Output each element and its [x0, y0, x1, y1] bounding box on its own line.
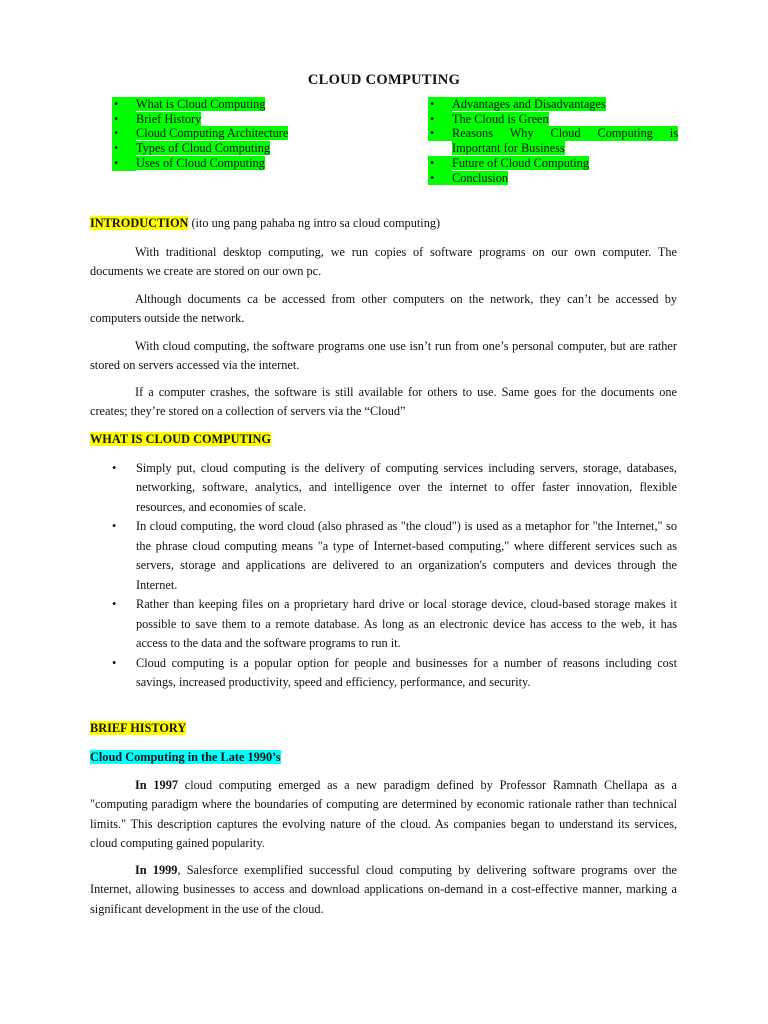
list-item: • Simply put, cloud computing is the delivery of computing services including servers, storage, databases, networking, software, analytics, and intelligence over the internet to offer faster innovation, flexible resources, and economies of scale. [90, 459, 677, 517]
what-is-bullet-list [90, 459, 677, 692]
list-item: • Rather than keeping files on a proprietary hard drive or local storage device, cloud-based storage makes it possible to save them to a remote database. As long as an electronic device has access to the web, it has access to the data and the software programs to run it. [90, 595, 677, 653]
toc-item: • The Cloud is Green [430, 111, 549, 126]
intro-paragraph: With cloud computing, the software programs one use isn’t run from one’s personal computer, but are rather stored on servers accessed via the internet. [90, 339, 677, 373]
toc-item: • Advantages and Disadvantages [430, 97, 606, 111]
toc-item: • Future of Cloud Computing [430, 155, 589, 170]
intro-note: (ito ung pang pahaba ng intro sa cloud computing) [188, 216, 441, 230]
intro-paragraph: If a computer crashes, the software is still available for others to use. Same goes for the documents one creates; they’re stored on a collection of servers via the “Cloud” [90, 385, 677, 419]
bullet-icon: • [428, 126, 452, 141]
history-heading-line [90, 720, 186, 736]
bullet-icon: • [112, 112, 136, 127]
toc-item: • Brief History [114, 111, 202, 126]
toc-item: • What is Cloud Computing [114, 97, 266, 111]
bullet-icon: • [428, 97, 452, 112]
bullet-icon: • [112, 141, 136, 156]
what-is-heading-line [90, 431, 271, 447]
toc-item: • Uses of Cloud Computing [114, 155, 265, 170]
history-year-1999: In 1999 [135, 863, 178, 877]
list-item: • In cloud computing, the word cloud (also phrased as "the cloud") is used as a metaphor for "the Internet," so the phrase cloud computing means "a type of Internet-based computing," where different services such as servers, storage and applications are delivered to an organization's computers and devices through the Internet. [90, 517, 677, 595]
history-subheading: Cloud Computing in the Late 1990’s [90, 750, 281, 764]
history-text-1999: , Salesforce exemplified successful cloud computing by delivering software programs over the Internet, allowing businesses to access and download applications on-demand in a cost-effective manner, marking a significant development in the use of the cloud. [90, 863, 678, 916]
bullet-icon: • [428, 156, 452, 171]
intro-paragraph: Although documents ca be accessed from other computers on the network, they can’t be accessed by computers outside the network. [90, 292, 677, 326]
bullet-icon: • [112, 156, 136, 171]
toc-left-list [112, 97, 332, 171]
history-heading: BRIEF HISTORY [90, 721, 187, 735]
intro-paragraph: With traditional desktop computing, we run copies of software programs on our own computer. The documents we create are stored on our own pc. [90, 245, 677, 279]
intro-heading: INTRODUCTION [90, 216, 189, 230]
bullet-icon: • [112, 97, 136, 112]
toc-item: • Reasons Why Cloud Computing is Important for Business [430, 126, 678, 156]
history-subheading-line [90, 749, 281, 765]
bullet-icon: • [428, 112, 452, 127]
intro-heading-line [90, 215, 440, 231]
toc-item: • Cloud Computing Architecture [114, 126, 289, 141]
list-item: • Cloud computing is a popular option for people and businesses for a number of reasons including cost savings, increased productivity, speed and efficiency, performance, and security. [90, 654, 677, 693]
history-paragraph-1 [90, 776, 677, 854]
toc-item: • Conclusion [430, 170, 509, 185]
history-text-1997: cloud computing emerged as a new paradigm defined by Professor Ramnath Chellapa as a "computing paradigm where the boundaries of computing are determined by economic rationale rather than technical limits." This description captures the evolving nature of the cloud. As companies began to understand its services, cloud computing gained popularity. [90, 778, 677, 851]
history-year-1997: In 1997 [135, 778, 178, 792]
what-is-heading: WHAT IS CLOUD COMPUTING [90, 432, 271, 446]
toc-item: • Types of Cloud Computing [114, 141, 271, 156]
toc-right-list [428, 97, 678, 185]
document-title: CLOUD COMPUTING [307, 72, 461, 88]
history-paragraph-2 [90, 861, 677, 919]
bullet-icon: • [112, 126, 136, 141]
bullet-icon: • [428, 171, 452, 186]
